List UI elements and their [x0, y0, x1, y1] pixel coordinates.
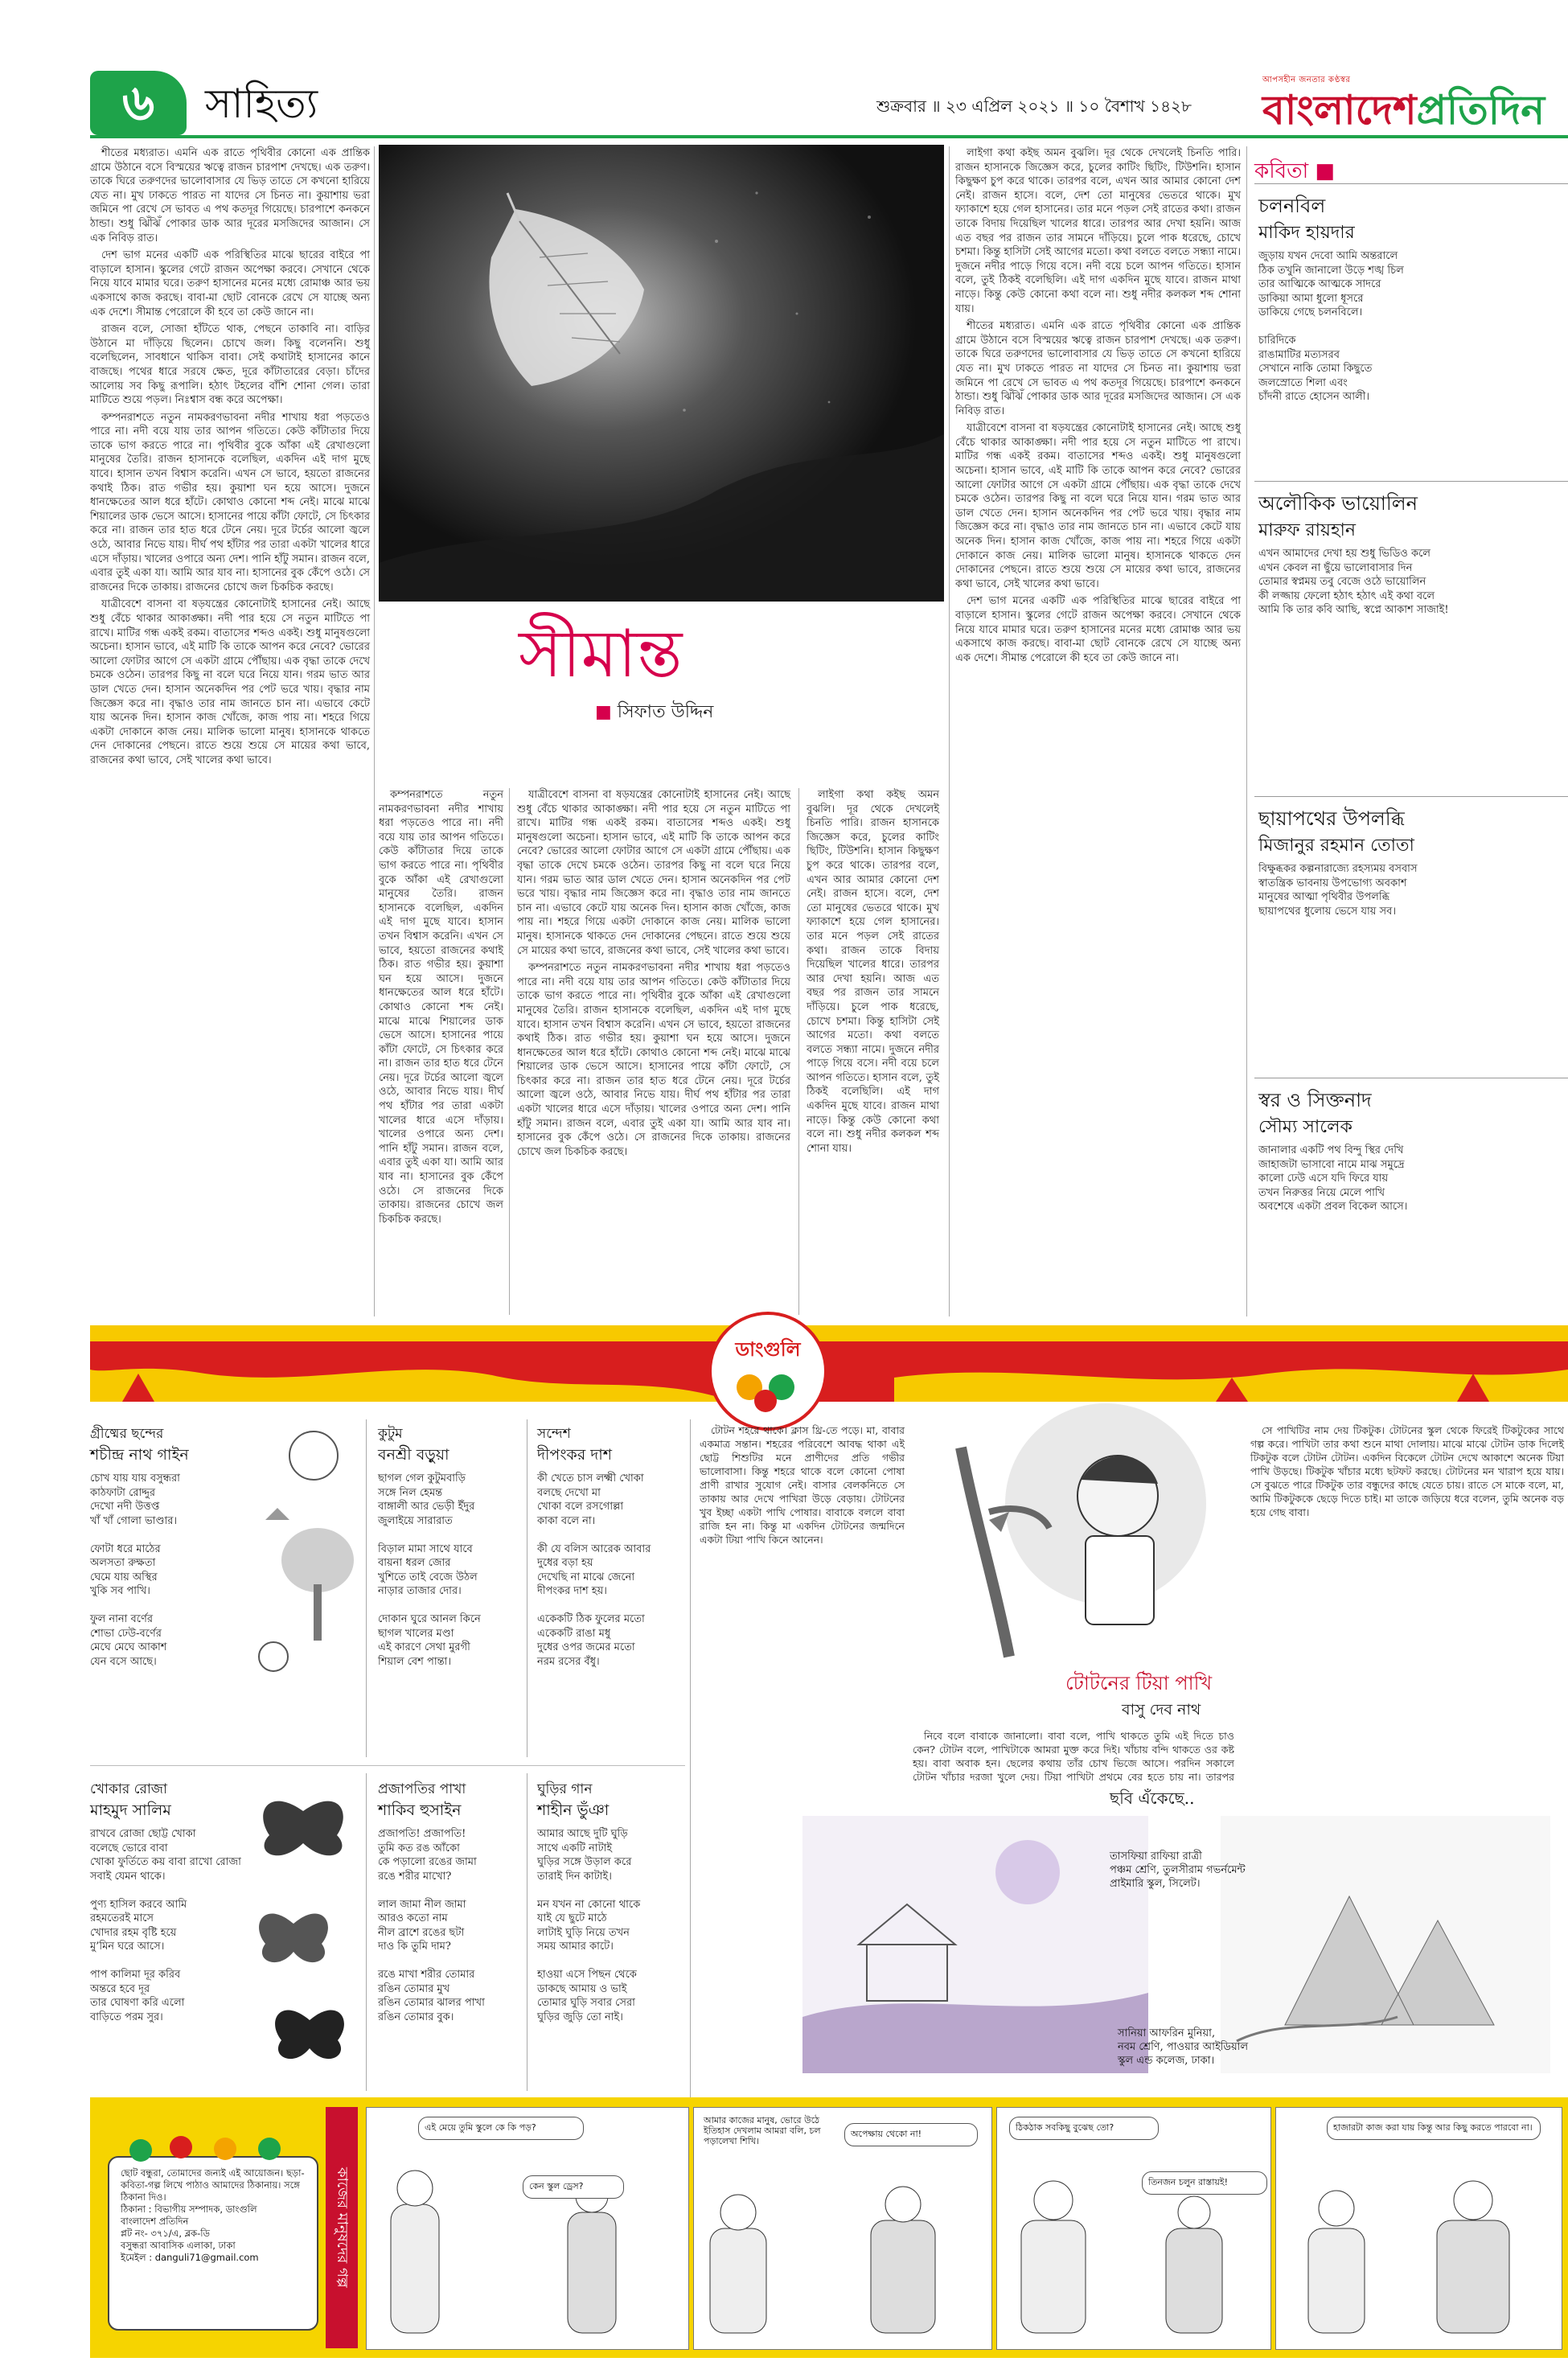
masthead-name: [1262, 88, 1568, 133]
column-divider: [1246, 146, 1247, 1316]
masthead-part2: প্রতিদিন: [1416, 87, 1545, 133]
section-title: সাহিত্য: [205, 80, 318, 127]
story-paragraph: দেশ ভাগ মনের একটি এক পরিস্থিতির মাঝে ছারের বাইরে পা বাড়ালে হাসান। স্কুলের গেটে রাজন অপেক্ষা করবে। সেখানে থেকে নিয়ে যাবে মামার ঘরে। তরুণ হাসানের মনের মধ্যে রোমাঞ্চ আর ভয় একসাথে কাজ করছে। বাবা-মা ছোট বোনকে রেখে সে যাচ্ছে অন্য এক দেশে। সীমান্ত পেরোলে কী হবে তা কেউ জানে না।: [955, 595, 1241, 664]
comic-label-text: কাজের মানুষদের গল্প: [334, 2167, 351, 2288]
story-column-1: [90, 146, 370, 1320]
poem-title: স্বর ও সিক্তনাদ: [1258, 1089, 1372, 1111]
butterfly-icon: [245, 1779, 362, 2089]
comic-panel-4-art: [1276, 2108, 1562, 2349]
comic-caption: আমার কাজের মানুষ, ভোরে উঠে ইতিহাস দেখলাম আমরা বলি, চল পড়ালেখা শিখি।: [704, 2115, 821, 2146]
page-number: ৬: [90, 71, 187, 135]
kid-poem-title: ঘুড়ির গান: [537, 1781, 593, 1797]
kids-story-author: বাসু দেব নাথ: [1122, 1701, 1201, 1719]
kids-story-column-3: [1250, 1423, 1564, 1777]
kid-poem-text: আমার আছে দুটি ঘুড়ি সাথে একটি নাটাই ঘুড়ির সঙ্গে উড়াল করে তারাই দিন কাটাই। মন যখন না কোনো থাকে যাই যে ছুটে মাঠে লাটাই ঘুড়ি নিয়ে তখন সময় আমার কাটে। হাওয়া এসে পিছন থেকে ডাকছে আমায় ও ভাই তোমার ঘুড়ি সবার সেরা ঘুড়ির জুড়ি তো নাই।: [537, 1828, 641, 2023]
comic-panel-3: [996, 2107, 1271, 2350]
kids-row-rule: [90, 1765, 685, 1766]
column-divider: [690, 1419, 691, 2111]
sidebar-rule: [1254, 796, 1568, 797]
kid-poem-title: খোকার রোজা: [90, 1781, 167, 1797]
kids-story-paragraph: সে পাখিটির নাম দেয় টিকটুক। টোটনের স্কুল থেকে ফিরেই টিকটুকের সাথে গল্প করে। পাখিটা তার কথা শুনে মাথা দোলায়। মাঝে মাঝে টোটন ডাক দিলেই টিকটুক বলে টোটন টোটন। একদিন বিকেলে টোটন দেখে আকাশে অনেক টিয়া পাখি উড়ছে। টিকটুক খাঁচার মধ্যে ছটফট করছে। টোটনের মন খারাপ হয়ে যায়। সে বুঝতে পারে টিকটুক তার বন্ধুদের কাছে যেতে চায়। রাতে সে মাকে বলে, মা, আমি টিকটুককে ছেড়ে দিতে চাই। মা তাকে জড়িয়ে ধরে বলেন, তুমি অনেক বড় হয়ে গেছ বাবা।: [1250, 1424, 1564, 1518]
masthead-tagline: আপসহীন জনতার কণ্ঠস্বর: [1262, 76, 1351, 84]
kid-poem-title: প্রজাপতির পাখা: [378, 1781, 466, 1797]
sidebar-rule: [1254, 183, 1568, 184]
story-column-4: [807, 788, 939, 1315]
comic-panel-1-art: [367, 2108, 688, 2349]
story-column-5: [955, 146, 1241, 1316]
kid-poem-author: শাকিব হুসাইন: [378, 1801, 462, 1819]
kid-poem-text: ছাগল গেল কুটুমবাড়ি সঙ্গে নিল হেমন্ত বাঙ্গালী আর ভেড়ী ইঁদুর জুলাইয়ে সারারাত বিড়াল মামা সাথে যাবে বায়না ধরল জোর খুশিতে তাই বেজে উঠল নাড়ার তাজার দোর। দোকান ঘুরে আনল কিনে ছাগল খালের মণ্ডা এই কারণে সেথা মুরগী শিয়াল বেশ পান্তা।: [378, 1472, 481, 1668]
story-title: সীমান্ত: [519, 616, 683, 692]
kid-poem-author: মাহমুদ সালিম: [90, 1801, 171, 1819]
poem-author: মিজানুর রহমান তোতা: [1258, 836, 1414, 856]
comic-speech-bubble: কেন স্কুল ড্রেস?: [523, 2175, 624, 2199]
comic-speech-bubble: তিনজন চলুন রাস্তায়ই!: [1142, 2171, 1267, 2195]
story-paragraph: যাত্রীবেশে বাসনা বা ষড়যন্ত্রের কোনোটাই হাসানের নেই। আছে শুধু বেঁচে থাকার আকাঙ্ক্ষা। নদী পার হয়ে সে নতুন মাটিতে পা রাখে। মাটির গন্ধ একই রকম। বাতাসের শব্দও একই। শুধু মানুষগুলো অচেনা। হাসান ভাবে, এই মাটি কি তাকে আপন করে নেবে? ভোরের আলো ফোটার আগে সে একটা গ্রামে পৌঁছায়। এক বৃদ্ধা তাকে দেখে চমকে ওঠেন। তারপর কিছু না বলে ঘরে নিয়ে যান। গরম ভাত আর ডাল খেতে দেন। হাসান অনেকদিন পর পেট ভরে খায়। বৃদ্ধার নাম জিজ্ঞেস করে না। বৃদ্ধাও তার নাম জানতে চান না। এভাবে কেটে যায় অনেক দিন। হাসান কাজ খোঁজে, কাজ পায় না। শহরে গিয়ে একটা দোকানে কাজ নেয়। মালিক ভালো মানুষ। হাসানকে থাকতে দেন দোকানের পেছনে। রাতে শুয়ে শুয়ে সে মায়ের কথা ভাবে, রাজনের কথা ভাবে, সেই খালের কথা ভাবে।: [90, 598, 370, 766]
kids-story-column-2: [913, 1729, 1234, 1783]
header-rule: [90, 135, 1568, 138]
boy-parrot-illustration: [913, 1415, 1242, 1665]
poem-title: চলনবিল: [1258, 195, 1326, 217]
comic-speech-bubble: হাজারটা কাজ করা যায় কিন্তু আর কিছু করতে পারবো না।: [1327, 2117, 1541, 2140]
danguli-logo: [708, 1311, 828, 1431]
kid-poem-title: কুটুম: [378, 1426, 403, 1442]
story-paragraph: যাত্রীবেশে বাসনা বা ষড়যন্ত্রের কোনোটাই হাসানের নেই। আছে শুধু বেঁচে থাকার আকাঙ্ক্ষা। নদী পার হয়ে সে নতুন মাটিতে পা রাখে। মাটির গন্ধ একই রকম। বাতাসের শব্দও একই। শুধু মানুষগুলো অচেনা। হাসান ভাবে, এই মাটি কি তাকে আপন করে নেবে? ভোরের আলো ফোটার আগে সে একটা গ্রামে পৌঁছায়। এক বৃদ্ধা তাকে দেখে চমকে ওঠেন। তারপর কিছু না বলে ঘরে নিয়ে যান। গরম ভাত আর ডাল খেতে দেন। হাসান অনেকদিন পর পেট ভরে খায়। বৃদ্ধার নাম জিজ্ঞেস করে না। বৃদ্ধাও তার নাম জানতে চান না। এভাবে কেটে যায় অনেক দিন। হাসান কাজ খোঁজে, কাজ পায় না। শহরে গিয়ে একটা দোকানে কাজ নেয়। মালিক ভালো মানুষ। হাসানকে থাকতে দেন দোকানের পেছনে। রাতে শুয়ে শুয়ে সে মায়ের কথা ভাবে, রাজনের কথা ভাবে, সেই খালের কথা ভাবে।: [955, 422, 1241, 590]
kids-story-paragraph: টোটন শহরে থাকে। ক্লাস থ্রি-তে পড়ে। মা, বাবার একমাত্র সন্তান। শহরের পরিবেশে আবদ্ধ থাকা এই ছোট্ট শিশুটির মনে প্রাণীদের প্রতি গভীর ভালোবাসা। কিন্তু শহরে থাকে বলে কোনো পোষা প্রাণী রাখার সুযোগ নেই। বাসার বেলকনিতে সে তাকায় আর দেখে পাখিরা উড়ে বেড়ায়। টোটনের খুব ইচ্ছা একটা পাখি পোষার। বাবাকে বললে বাবা রাজি হন না। কিন্তু মা একদিন টোটনের জন্মদিনে একটা টিয়া পাখি কিনে আনেন।: [700, 1424, 905, 1546]
sidebar-marker-icon: ■: [1315, 159, 1335, 183]
poem-text: এখন আমাদের দেখা হয় শুধু ভিডিও কলে এখন কেবল না ছুঁয়ে ভালোবাসার দিন তোমার স্বপ্নময় তবু বেজে ওঠে ভায়োলিন কী লজ্জায় ফেলো হঠাৎ হঠাৎ এই কথা বলে আমি কি তার কবি আছি, স্বপ্নে আকাশ সাজাই!: [1258, 548, 1449, 616]
kid-poem-text: চোখ যায় যায় বসুন্ধরা কাঠফাটা রোদ্দুর দেখো নদী উত্তপ্ত খাঁ খাঁ গোলা ভাণ্ডার। ফোটা ধরে মাঠের অলসতা রুক্ষতা ঘেমে যায় অস্থির খুকি সব পাখি। ফুল নানা বর্ণের শোভা ঢেউ-বর্ণের মেঘে মেঘে আকাশ যেন বসে আছে।: [90, 1472, 180, 1668]
kids-section-band: [90, 1325, 1568, 1402]
story-author: সিফাত উদ্দিন: [617, 702, 714, 722]
comic-panel-4: [1275, 2107, 1562, 2350]
gallery-caption-1: তাসফিয়া রাফিয়া রাত্রী পঞ্চম শ্রেণি, তুলসীরাম গভর্নমেন্ট প্রাইমারি স্কুল, সিলেট।: [1110, 1850, 1246, 1890]
column-divider: [509, 788, 510, 1315]
kids-story-column-1: [700, 1423, 905, 1777]
column-divider: [366, 1419, 367, 1757]
gallery-caption-2: সানিয়া আফরিন মুনিয়া, নবম শ্রেণি, পাওয়ার আইডিয়াল স্কুল এন্ড কলেজ, ঢাকা।: [1118, 2027, 1249, 2067]
column-divider: [374, 146, 375, 1316]
story-paragraph: রাজন বলে, সোজা হাঁটতে থাক, পেছনে তাকাবি না। বাড়ির উঠানে মা দাঁড়িয়ে ছিলেন। চোখে জল। কিছু বলেননি। শুধু বলেছিলেন, সাবধানে থাকিস বাবা। সেই কথাটাই হাসানের কানে বাজছে। পথের ধারে সরষে ক্ষেত, দূরে কাঁটাতারের বেড়া। চাঁদের আলোয় সব কিছু রূপালি। হঠাৎ টহলের বাঁশি শোনা গেল। তারা মাটিতে শুয়ে পড়ল। নিঃশ্বাস বন্ধ করে অপেক্ষা।: [90, 323, 370, 407]
masthead-part1: বাংলাদেশ: [1262, 87, 1417, 133]
story-paragraph: যাত্রীবেশে বাসনা বা ষড়যন্ত্রের কোনোটাই হাসানের নেই। আছে শুধু বেঁচে থাকার আকাঙ্ক্ষা। নদী পার হয়ে সে নতুন মাটিতে পা রাখে। মাটির গন্ধ একই রকম। বাতাসের শব্দও একই। শুধু মানুষগুলো অচেনা। হাসান ভাবে, এই মাটি কি তাকে আপন করে নেবে? ভোরের আলো ফোটার আগে সে একটা গ্রামে পৌঁছায়। এক বৃদ্ধা তাকে দেখে চমকে ওঠেন। তারপর কিছু না বলে ঘরে নিয়ে যান। গরম ভাত আর ডাল খেতে দেন। হাসান অনেকদিন পর পেট ভরে খায়। বৃদ্ধার নাম জিজ্ঞেস করে না। বৃদ্ধাও তার নাম জানতে চান না। এভাবে কেটে যায় অনেক দিন। হাসান কাজ খোঁজে, কাজ পায় না। শহরে গিয়ে একটা দোকানে কাজ নেয়। মালিক ভালো মানুষ। হাসানকে থাকতে দেন দোকানের পেছনে। রাতে শুয়ে শুয়ে সে মায়ের কথা ভাবে, রাজনের কথা ভাবে, সেই খালের কথা ভাবে।: [517, 789, 790, 957]
story-column-2: [379, 788, 503, 1315]
kid-poem-text: প্রজাপতি! প্রজাপতি! তুমি কত রঙ আঁকো কে পড়ালো রঙের জামা রঙে শরীর মাখো? লাল জামা নীল জামা আরও কতো নাম নীল ব্রাশে রঙের ছটা দাও কি তুমি দাম? রঙে মাখা শরীর তোমার রঙিন তোমার মুখ রঙিন তোমার ঝালর পাখা রঙিন তোমার বুক।: [378, 1828, 485, 2023]
kid-poem-author: শচীন্দ্র নাথ গাইন: [90, 1446, 189, 1464]
story-paragraph: কম্পনরাশতে নতুন নামকরণভাবনা নদীর শাখায় ধরা পড়তেও পারে না। নদী বয়ে যায় তার আপন গতিতে। কেউ কাঁটাতার দিয়ে তাকে ভাগ করতে পারে না। পৃথিবীর বুকে আঁকা এই রেখাগুলো মানুষের তৈরি। রাজন হাসানকে বলেছিল, একদিন এই দাগ মুছে যাবে। হাসান তখন বিশ্বাস করেনি। এখন সে ভাবে, হয়তো রাজনের কথাই ঠিক। রাত গভীর হয়। কুয়াশা ঘন হয়ে আসে। দুজনে ধানক্ষেতের আল ধরে হাঁটে। কোথাও কোনো শব্দ নেই। মাঝে মাঝে শিয়ালের ডাক ভেসে আসে। হাসানের পায়ে কাঁটা ফোটে, সে চিৎকার করে না। রাজন তার হাত ধরে টেনে নেয়। দূরে টর্চের আলো জ্বলে ওঠে, আবার নিভে যায়। দীর্ঘ পথ হাঁটার পর তারা একটা খালের ধারে এসে দাঁড়ায়। খালের ওপারে অন্য দেশ। পানি হাঁটু সমান। রাজন বলে, এবার তুই একা যা। আমি আর যাব না। হাসানের বুক কেঁপে ওঠে। সে রাজনের দিকে তাকায়। রাজনের চোখে জল চিকচিক করছে।: [90, 411, 370, 594]
sidebar-label-text: কবিতা: [1254, 159, 1309, 183]
date-line: শুক্রবার ॥ ২৩ এপ্রিল ২০২১ ॥ ১০ বৈশাখ ১৪২৮: [876, 97, 1192, 116]
comic-label: [326, 2107, 358, 2348]
kid-poem-author: বনশ্রী বড়ুয়া: [378, 1446, 449, 1464]
comic-panel-1: [366, 2107, 689, 2350]
gallery-title: ছবি এঁকেছে..: [1110, 1789, 1195, 1808]
story-photo: [379, 145, 944, 602]
kid-poem-author: শাহীন ভুঁঞা: [537, 1801, 610, 1819]
submission-address: ছোট বন্ধুরা, তোমাদের জন্যই এই আয়োজন। ছড়া-কবিতা-গল্প লিখে পাঠাও আমাদের ঠিকানায়। সঙ্গে ঠিকানা দিও। ঠিকানা : বিভাগীয় সম্পাদক, ডাংগুলি বাংলাদেশ প্রতিদিন প্লট নং- ৩৭১/এ, ব্লক-ডি বসুন্ধরা আবাসিক এলাকা, ঢাকা ইমেইল : danguli71@gmail.com: [121, 2167, 305, 2263]
story-column-3: [517, 788, 790, 1315]
kid-poem-author: দীপংকর দাশ: [537, 1446, 613, 1464]
poem-author: সৌম্য সালেক: [1258, 1117, 1353, 1137]
poem-title: ছায়াপথের উপলব্ধি: [1258, 807, 1405, 830]
butterfly-illustration: [245, 1779, 362, 2089]
kid-poem-title: গ্রীষ্মের ছন্দের: [90, 1426, 164, 1442]
story-paragraph: কম্পনরাশতে নতুন নামকরণভাবনা নদীর শাখায় ধরা পড়তেও পারে না। নদী বয়ে যায় তার আপন গতিতে। কেউ কাঁটাতার দিয়ে তাকে ভাগ করতে পারে না। পৃথিবীর বুকে আঁকা এই রেখাগুলো মানুষের তৈরি। রাজন হাসানকে বলেছিল, একদিন এই দাগ মুছে যাবে। হাসান তখন বিশ্বাস করেনি। এখন সে ভাবে, হয়তো রাজনের কথাই ঠিক। রাত গভীর হয়। কুয়াশা ঘন হয়ে আসে। দুজনে ধানক্ষেতের আল ধরে হাঁটে। কোথাও কোনো শব্দ নেই। মাঝে মাঝে শিয়ালের ডাক ভেসে আসে। হাসানের পায়ে কাঁটা ফোটে, সে চিৎকার করে না। রাজন তার হাত ধরে টেনে নেয়। দূরে টর্চের আলো জ্বলে ওঠে, আবার নিভে যায়। দীর্ঘ পথ হাঁটার পর তারা একটা খালের ধারে এসে দাঁড়ায়। খালের ওপারে অন্য দেশ। পানি হাঁটু সমান। রাজন বলে, এবার তুই একা যা। আমি আর যাব না। হাসানের বুক কেঁপে ওঠে। সে রাজনের দিকে তাকায়। রাজনের চোখে জল চিকচিক করছে।: [379, 789, 503, 1226]
leaf-illustration: [379, 145, 944, 602]
comic-panel-3-art: [997, 2108, 1270, 2349]
poem-text: জানালার একটি পথ বিন্দু স্থির দেখি জাহাজটা ভাসাবো নামে মাঝ সমুদ্রে কালো ঢেউ এসে যদি ফিরে যায় তখন নিরুত্তর নিয়ে মেলে পাখি অবশেষে একটা প্রবল বিকেল আসে।: [1258, 1144, 1408, 1213]
story-paragraph: শীতের মধ্যরাত। এমনি এক রাতে পৃথিবীর কোনো এক প্রান্তিক গ্রামে উঠানে বসে বিস্ময়ের ঋত্বে রাজন চারপাশ দেখছে। এক তরুণ। তাকে ঘিরে তরুণদের ভালোবাসার যে ভিড় তাতে সে কখনো হারিয়ে যেত না। মুখ ঢাকতে পারত না যাদের সে চিনত না। কুয়াশায় ভরা জমিনে পা রেখে সে ভাবত এ পথ কতদূর গিয়েছে। চারপাশে কনকনে ঠান্ডা। শুধু ঝিঁঝিঁ পোকার ডাক আর দূরের মসজিদের আজান। সে এক নিবিড় রাত।: [90, 147, 370, 244]
story-byline: [595, 698, 713, 728]
story-paragraph: দেশ ভাগ মনের একটি এক পরিস্থিতির মাঝে ছারের বাইরে পা বাড়ালে হাসান। স্কুলের গেটে রাজন অপেক্ষা করবে। সেখানে থেকে নিয়ে যাবে মামার ঘরে। তরুণ হাসানের মনের মধ্যে রোমাঞ্চ আর ভয় একসাথে কাজ করছে। বাবা-মা ছোট বোনকে রেখে সে যাচ্ছে অন্য এক দেশে। সীমান্ত পেরোলে কী হবে তা কেউ জানে না।: [90, 249, 370, 318]
tree-illustration: [241, 1423, 362, 1689]
boy-parrot-icon: [913, 1415, 1242, 1665]
sidebar-label: [1254, 154, 1335, 190]
story-paragraph: লাইগা কথা কইছ অমন বুঝলি। দূর থেকে দেখলেই চিনতি পারি। রাজন হাসানকে জিজ্ঞেস করে, চুলের কাটিং ছিটিং, টিউশনি। হাসান কিছুক্ষণ চুপ করে থাকে। তারপর বলে, এখন আর আমার কোনো দেশ নেই। রাজন হাসে। বলে, দেশ তো মানুষের ভেতরে থাকে। মুখ ফ্যাকাশে হয়ে গেল হাসানের। তার মনে পড়ল সেই রাতের কথা। রাজন তাকে বিদায় দিয়েছিল খালের ধারে। তারপর আর দেখা হয়নি। আজ এত বছর পর রাজন তার সামনে দাঁড়িয়ে। চুলে পাক ধরেছে, চোখে চশমা। কিন্তু হাসিটা সেই আগের মতো। কথা বলতে বলতে সন্ধ্যা নামে। দুজনে নদীর পাড়ে গিয়ে বসে। নদী বয়ে চলে আপন গতিতে। হাসান বলে, তুই ঠিকই বলেছিলি। এই দাগ একদিন মুছে যাবে। রাজন মাথা নাড়ে। কিন্তু কেউ কোনো কথা বলে না। শুধু নদীর কলকল শব্দ শোনা যায়।: [955, 147, 1241, 315]
story-paragraph: লাইগা কথা কইছ অমন বুঝলি। দূর থেকে দেখলেই চিনতি পারি। রাজন হাসানকে জিজ্ঞেস করে, চুলের কাটিং ছিটিং, টিউশনি। হাসান কিছুক্ষণ চুপ করে থাকে। তারপর বলে, এখন আর আমার কোনো দেশ নেই। রাজন হাসে। বলে, দেশ তো মানুষের ভেতরে থাকে। মুখ ফ্যাকাশে হয়ে গেল হাসানের। তার মনে পড়ল সেই রাতের কথা। রাজন তাকে বিদায় দিয়েছিল খালের ধারে। তারপর আর দেখা হয়নি। আজ এত বছর পর রাজন তার সামনে দাঁড়িয়ে। চুলে পাক ধরেছে, চোখে চশমা। কিন্তু হাসিটা সেই আগের মতো। কথা বলতে বলতে সন্ধ্যা নামে। দুজনে নদীর পাড়ে গিয়ে বসে। নদী বয়ে চলে আপন গতিতে। হাসান বলে, তুই ঠিকই বলেছিলি। এই দাগ একদিন মুছে যাবে। রাজন মাথা নাড়ে। কিন্তু কেউ কোনো কথা বলে না। শুধু নদীর কলকল শব্দ শোনা যায়।: [807, 789, 939, 1155]
kids-story-title: টোটনের টিয়া পাখি: [1065, 1672, 1213, 1694]
kid-poem-title: সন্দেশ: [537, 1426, 571, 1442]
column-divider: [798, 788, 799, 1315]
danguli-logo-icon: [708, 1311, 828, 1431]
band-decoration: [90, 1325, 1568, 1402]
story-paragraph: শীতের মধ্যরাত। এমনি এক রাতে পৃথিবীর কোনো এক প্রান্তিক গ্রামে উঠানে বসে বিস্ময়ের ঋত্বে রাজন চারপাশ দেখছে। এক তরুণ। তাকে ঘিরে তরুণদের ভালোবাসার যে ভিড় তাতে সে কখনো হারিয়ে যেত না। মুখ ঢাকতে পারত না যাদের সে চিনত না। কুয়াশায় ভরা জমিনে পা রেখে সে ভাবত এ পথ কতদূর গিয়েছে। চারপাশে কনকনে ঠান্ডা। শুধু ঝিঁঝিঁ পোকার ডাক আর দূরের মসজিদের আজান। সে এক নিবিড় রাত।: [955, 320, 1241, 417]
kids-story-paragraph: নিবে বলে বাবাকে জানালো। বাবা বলে, পাখি থাকতে তুমি এই দিতে চাও কেন? টোটন বলে, পাখিটাকে আমরা মুক্ত করে দিই। খাঁচায় বন্দি থাকতে ওর কষ্ট হয়। বাবা অবাক হন। ছেলের কথায় তাঁর চোখ ভিজে আসে। পরদিন সকালে টোটন খাঁচার দরজা খুলে দেয়। টিয়া পাখিটা প্রথমে বের হতে চায় না। তারপর: [913, 1730, 1234, 1783]
comic-speech-bubble: অপেক্ষায় থেকো না!: [844, 2123, 978, 2146]
poem-text: জুড়ায় যখন দেবো আমি অন্তরালে ঠিক তখুনি জানালো উড়ে শঙ্খ চিল তার আত্মিকে আত্মকে সাদরে ডাকিয়া আমা ধুলো ধূসরে ডাকিয়ে গেছে চলনবিলে। চারিদিকে রাঙামাটির মত্যসরব সেখানে নাকি তোমা কিছুতে জলস্রোতে শিলা এবং চাঁদনী রাতে হোসেন আলী।: [1258, 250, 1404, 403]
masthead[interactable]: [1262, 74, 1568, 134]
comic-speech-bubble: ঠিকঠাক সবকিছু বুঝেছ তো?: [1009, 2117, 1159, 2140]
column-divider: [366, 1773, 367, 2091]
column-divider: [949, 146, 950, 1316]
comic-speech-bubble: এই মেয়ে তুমি স্কুলে কে কি পড়?: [418, 2117, 584, 2140]
kid-poem-text: কী খেতে চাস লক্ষ্মী খোকা বলছে দেখো মা খোকা বলে রসগোল্লা কাকা বলে না। কী যে বলিস আরেক আবার দুধের বড়া হয় দেখেছি না মাঝে জেনো দীপংকর দাশ হয়। একেকটি ঠিক ফুলের মতো একেকটি রাঙা মধু দুধের ওপর জমের মতো নরম রসের বঁধু।: [537, 1472, 651, 1668]
poem-author: মাকিদ হায়দার: [1258, 223, 1355, 243]
kid-poem-text: রাখবে রোজা ছোট্ট খোকা বলেছে ভোরে বাবা খোকা ফুর্তিতে কয় বাবা রাখো রোজা সবাই যেমন থাকে। পুণ্য হাসিল করবে আমি রহমতেরই মাসে খোদার রহম বৃষ্টি হয়ে মু’মিন ঘরে আসে। পাপ কালিমা দূর করিব অন্তরে হবে দূর তার ঘোষণা করি এলো বাড়িতে পরম সুর।: [90, 1828, 241, 2023]
sidebar-rule: [1254, 481, 1568, 482]
story-paragraph: কম্পনরাশতে নতুন নামকরণভাবনা নদীর শাখায় ধরা পড়তেও পারে না। নদী বয়ে যায় তার আপন গতিতে। কেউ কাঁটাতার দিয়ে তাকে ভাগ করতে পারে না। পৃথিবীর বুকে আঁকা এই রেখাগুলো মানুষের তৈরি। রাজন হাসানকে বলেছিল, একদিন এই দাগ মুছে যাবে। হাসান তখন বিশ্বাস করেনি। এখন সে ভাবে, হয়তো রাজনের কথাই ঠিক। রাত গভীর হয়। কুয়াশা ঘন হয়ে আসে। দুজনে ধানক্ষেতের আল ধরে হাঁটে। কোথাও কোনো শব্দ নেই। মাঝে মাঝে শিয়ালের ডাক ভেসে আসে। হাসানের পায়ে কাঁটা ফোটে, সে চিৎকার করে না। রাজন তার হাত ধরে টেনে নেয়। দূরে টর্চের আলো জ্বলে ওঠে, আবার নিভে যায়। দীর্ঘ পথ হাঁটার পর তারা একটা খালের ধারে এসে দাঁড়ায়। খালের ওপারে অন্য দেশ। পানি হাঁটু সমান। রাজন বলে, এবার তুই একা যা। আমি আর যাব না। হাসানের বুক কেঁপে ওঠে। সে রাজনের দিকে তাকায়। রাজনের চোখে জল চিকচিক করছে।: [517, 962, 790, 1158]
poem-text: বিক্ষুব্ধকর কল্পনারাজ্যে রহস্যময় বসবাস স্বাতন্ত্রিক ভাবনায় উপভোগ্য অবকাশ মানুষের আত্মা পৃথিবীর উপলব্ধি ছায়াপথের ধুলোয় ভেসে যায় সব।: [1258, 863, 1418, 918]
poem-title: অলৌকিক ভায়োলিন: [1258, 492, 1418, 515]
tree-icon: [241, 1423, 362, 1689]
byline-marker-icon: ■: [595, 702, 618, 722]
danguli-logo-text: ডাংগুলি: [735, 1337, 801, 1361]
poem-author: মারুফ রায়হান: [1258, 520, 1357, 540]
